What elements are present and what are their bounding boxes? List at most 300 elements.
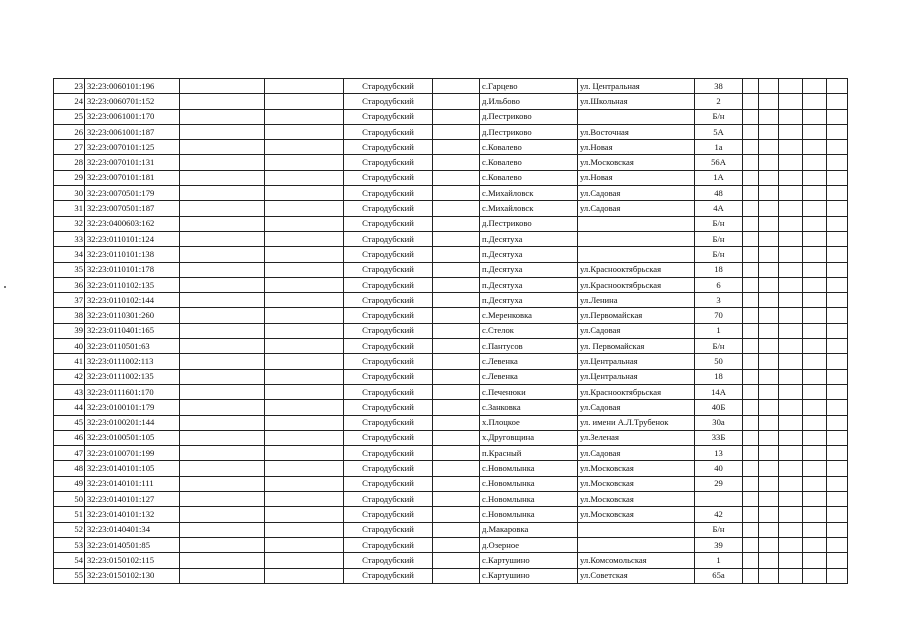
empty-cell bbox=[265, 94, 344, 109]
locality-name: с.Гарцево bbox=[480, 79, 578, 94]
house-number bbox=[695, 492, 743, 507]
empty-cell bbox=[743, 446, 759, 461]
row-number: 23 bbox=[54, 79, 85, 94]
empty-cell bbox=[180, 492, 265, 507]
locality-name: с.Новомлынка bbox=[480, 461, 578, 476]
empty-cell bbox=[265, 354, 344, 369]
district-name: Стародубский bbox=[344, 155, 433, 170]
empty-cell bbox=[779, 216, 803, 231]
cadastral-number: 32:23:0110102:135 bbox=[85, 277, 180, 292]
row-number: 48 bbox=[54, 461, 85, 476]
cadastral-number: 32:23:0140101:127 bbox=[85, 492, 180, 507]
empty-cell bbox=[759, 339, 779, 354]
empty-cell bbox=[779, 247, 803, 262]
empty-cell bbox=[779, 155, 803, 170]
house-number: 14А bbox=[695, 384, 743, 399]
locality-name: с.Занковка bbox=[480, 400, 578, 415]
empty-cell bbox=[827, 170, 848, 185]
empty-cell bbox=[779, 140, 803, 155]
empty-cell bbox=[433, 339, 480, 354]
table-row bbox=[54, 446, 848, 461]
empty-cell bbox=[743, 170, 759, 185]
house-number: 42 bbox=[695, 507, 743, 522]
street-name: ул.Советская bbox=[578, 568, 695, 583]
empty-cell bbox=[433, 170, 480, 185]
empty-cell bbox=[827, 537, 848, 552]
empty-cell bbox=[779, 461, 803, 476]
empty-cell bbox=[433, 293, 480, 308]
empty-cell bbox=[803, 537, 827, 552]
row-number: 32 bbox=[54, 216, 85, 231]
table-row bbox=[54, 308, 848, 323]
empty-cell bbox=[759, 384, 779, 399]
empty-cell bbox=[433, 461, 480, 476]
empty-cell bbox=[803, 507, 827, 522]
empty-cell bbox=[759, 124, 779, 139]
empty-cell bbox=[743, 201, 759, 216]
row-number: 41 bbox=[54, 354, 85, 369]
house-number: 13 bbox=[695, 446, 743, 461]
locality-name: с.Новомлынка bbox=[480, 507, 578, 522]
empty-cell bbox=[743, 369, 759, 384]
empty-cell bbox=[759, 79, 779, 94]
empty-cell bbox=[827, 522, 848, 537]
empty-cell bbox=[433, 522, 480, 537]
cadastral-number: 32:23:0061001:170 bbox=[85, 109, 180, 124]
empty-cell bbox=[759, 522, 779, 537]
district-name: Стародубский bbox=[344, 308, 433, 323]
empty-cell bbox=[265, 537, 344, 552]
empty-cell bbox=[180, 384, 265, 399]
district-name: Стародубский bbox=[344, 124, 433, 139]
table-row bbox=[54, 430, 848, 445]
empty-cell bbox=[827, 430, 848, 445]
empty-cell bbox=[827, 201, 848, 216]
table-row bbox=[54, 124, 848, 139]
empty-cell bbox=[433, 507, 480, 522]
house-number: Б/н bbox=[695, 109, 743, 124]
empty-cell bbox=[803, 155, 827, 170]
empty-cell bbox=[803, 354, 827, 369]
row-number: 37 bbox=[54, 293, 85, 308]
street-name: ул.Комсомольская bbox=[578, 553, 695, 568]
empty-cell bbox=[779, 354, 803, 369]
empty-cell bbox=[180, 537, 265, 552]
empty-cell bbox=[803, 231, 827, 246]
cadastral-number: 32:23:0110102:144 bbox=[85, 293, 180, 308]
empty-cell bbox=[803, 124, 827, 139]
empty-cell bbox=[433, 415, 480, 430]
empty-cell bbox=[827, 446, 848, 461]
empty-cell bbox=[433, 201, 480, 216]
row-number: 45 bbox=[54, 415, 85, 430]
street-name: ул.Краснооктябрьская bbox=[578, 277, 695, 292]
empty-cell bbox=[779, 369, 803, 384]
empty-cell bbox=[180, 354, 265, 369]
row-number: 24 bbox=[54, 94, 85, 109]
empty-cell bbox=[743, 308, 759, 323]
table-row bbox=[54, 155, 848, 170]
empty-cell bbox=[803, 170, 827, 185]
cadastral-number: 32:23:0150102:115 bbox=[85, 553, 180, 568]
row-number: 35 bbox=[54, 262, 85, 277]
table-row bbox=[54, 140, 848, 155]
empty-cell bbox=[743, 79, 759, 94]
row-number: 29 bbox=[54, 170, 85, 185]
empty-cell bbox=[265, 201, 344, 216]
empty-cell bbox=[803, 140, 827, 155]
row-number: 38 bbox=[54, 308, 85, 323]
cadastral-number: 32:23:0110401:165 bbox=[85, 323, 180, 338]
locality-name: д.Пестриково bbox=[480, 216, 578, 231]
empty-cell bbox=[180, 369, 265, 384]
district-name: Стародубский bbox=[344, 201, 433, 216]
empty-cell bbox=[779, 537, 803, 552]
district-name: Стародубский bbox=[344, 430, 433, 445]
street-name bbox=[578, 231, 695, 246]
locality-name: с.Михайловск bbox=[480, 201, 578, 216]
house-number: 48 bbox=[695, 186, 743, 201]
district-name: Стародубский bbox=[344, 369, 433, 384]
empty-cell bbox=[433, 277, 480, 292]
row-number: 50 bbox=[54, 492, 85, 507]
cadastral-number: 32:23:0100101:179 bbox=[85, 400, 180, 415]
street-name: ул.Садовая bbox=[578, 323, 695, 338]
table-row bbox=[54, 507, 848, 522]
empty-cell bbox=[827, 415, 848, 430]
street-name: ул.Восточная bbox=[578, 124, 695, 139]
empty-cell bbox=[759, 277, 779, 292]
empty-cell bbox=[743, 415, 759, 430]
empty-cell bbox=[779, 262, 803, 277]
empty-cell bbox=[759, 568, 779, 583]
cadastral-number: 32:23:0140401:34 bbox=[85, 522, 180, 537]
empty-cell bbox=[803, 109, 827, 124]
empty-cell bbox=[779, 201, 803, 216]
cadastral-number: 32:23:0111601:170 bbox=[85, 384, 180, 399]
empty-cell bbox=[433, 446, 480, 461]
street-name: ул.Садовая bbox=[578, 446, 695, 461]
street-name: ул.Новая bbox=[578, 170, 695, 185]
empty-cell bbox=[827, 492, 848, 507]
empty-cell bbox=[827, 461, 848, 476]
empty-cell bbox=[779, 109, 803, 124]
locality-name: п.Красный bbox=[480, 446, 578, 461]
empty-cell bbox=[743, 339, 759, 354]
empty-cell bbox=[180, 308, 265, 323]
table-row bbox=[54, 186, 848, 201]
house-number: 1а bbox=[695, 140, 743, 155]
empty-cell bbox=[433, 155, 480, 170]
empty-cell bbox=[779, 384, 803, 399]
table-row bbox=[54, 537, 848, 552]
empty-cell bbox=[265, 568, 344, 583]
empty-cell bbox=[265, 446, 344, 461]
empty-cell bbox=[779, 94, 803, 109]
locality-name: п.Десятуха bbox=[480, 262, 578, 277]
house-number: 1 bbox=[695, 323, 743, 338]
empty-cell bbox=[433, 262, 480, 277]
empty-cell bbox=[265, 522, 344, 537]
cadastral-number: 32:23:0110101:178 bbox=[85, 262, 180, 277]
empty-cell bbox=[433, 354, 480, 369]
district-name: Стародубский bbox=[344, 339, 433, 354]
empty-cell bbox=[433, 79, 480, 94]
empty-cell bbox=[180, 79, 265, 94]
district-name: Стародубский bbox=[344, 384, 433, 399]
empty-cell bbox=[759, 231, 779, 246]
empty-cell bbox=[827, 231, 848, 246]
district-name: Стародубский bbox=[344, 247, 433, 262]
empty-cell bbox=[180, 415, 265, 430]
empty-cell bbox=[803, 446, 827, 461]
house-number: 6 bbox=[695, 277, 743, 292]
empty-cell bbox=[827, 339, 848, 354]
empty-cell bbox=[433, 476, 480, 491]
empty-cell bbox=[265, 186, 344, 201]
cadastral-number: 32:23:0111002:135 bbox=[85, 369, 180, 384]
empty-cell bbox=[265, 400, 344, 415]
locality-name: п.Десятуха bbox=[480, 293, 578, 308]
empty-cell bbox=[827, 216, 848, 231]
empty-cell bbox=[433, 231, 480, 246]
district-name: Стародубский bbox=[344, 262, 433, 277]
street-name: ул.Московская bbox=[578, 155, 695, 170]
empty-cell bbox=[803, 476, 827, 491]
row-number: 34 bbox=[54, 247, 85, 262]
cadastral-number: 32:23:0100701:199 bbox=[85, 446, 180, 461]
house-number: Б/н bbox=[695, 216, 743, 231]
row-number: 53 bbox=[54, 537, 85, 552]
empty-cell bbox=[827, 262, 848, 277]
locality-name: с.Ковалево bbox=[480, 170, 578, 185]
empty-cell bbox=[433, 492, 480, 507]
empty-cell bbox=[827, 400, 848, 415]
empty-cell bbox=[803, 277, 827, 292]
cadastral-number: 32:23:0140101:105 bbox=[85, 461, 180, 476]
empty-cell bbox=[803, 461, 827, 476]
district-name: Стародубский bbox=[344, 216, 433, 231]
district-name: Стародубский bbox=[344, 537, 433, 552]
district-name: Стародубский bbox=[344, 492, 433, 507]
empty-cell bbox=[265, 339, 344, 354]
empty-cell bbox=[180, 339, 265, 354]
cadastral-number: 32:23:0070501:179 bbox=[85, 186, 180, 201]
house-number: 38 bbox=[695, 79, 743, 94]
district-name: Стародубский bbox=[344, 231, 433, 246]
scan-speck bbox=[4, 286, 6, 288]
row-number: 43 bbox=[54, 384, 85, 399]
district-name: Стародубский bbox=[344, 522, 433, 537]
empty-cell bbox=[759, 262, 779, 277]
empty-cell bbox=[180, 293, 265, 308]
empty-cell bbox=[803, 430, 827, 445]
street-name: ул.Новая bbox=[578, 140, 695, 155]
empty-cell bbox=[743, 568, 759, 583]
empty-cell bbox=[779, 522, 803, 537]
row-number: 31 bbox=[54, 201, 85, 216]
cadastral-number: 32:23:0070101:181 bbox=[85, 170, 180, 185]
district-name: Стародубский bbox=[344, 415, 433, 430]
row-number: 30 bbox=[54, 186, 85, 201]
street-name: ул. Первомайская bbox=[578, 339, 695, 354]
house-number: Б/н bbox=[695, 247, 743, 262]
empty-cell bbox=[265, 231, 344, 246]
locality-name: д.Пестриково bbox=[480, 109, 578, 124]
empty-cell bbox=[180, 140, 265, 155]
locality-name: с.Левенка bbox=[480, 369, 578, 384]
empty-cell bbox=[759, 186, 779, 201]
house-number: 30а bbox=[695, 415, 743, 430]
empty-cell bbox=[180, 201, 265, 216]
empty-cell bbox=[827, 354, 848, 369]
row-number: 47 bbox=[54, 446, 85, 461]
empty-cell bbox=[265, 277, 344, 292]
empty-cell bbox=[779, 568, 803, 583]
empty-cell bbox=[759, 537, 779, 552]
empty-cell bbox=[827, 277, 848, 292]
empty-cell bbox=[827, 155, 848, 170]
empty-cell bbox=[827, 79, 848, 94]
empty-cell bbox=[803, 369, 827, 384]
empty-cell bbox=[759, 247, 779, 262]
empty-cell bbox=[743, 140, 759, 155]
table-row bbox=[54, 109, 848, 124]
row-number: 28 bbox=[54, 155, 85, 170]
table-row bbox=[54, 354, 848, 369]
table-row bbox=[54, 247, 848, 262]
empty-cell bbox=[433, 94, 480, 109]
empty-cell bbox=[180, 109, 265, 124]
empty-cell bbox=[759, 155, 779, 170]
locality-name: с.Картушино bbox=[480, 568, 578, 583]
empty-cell bbox=[803, 293, 827, 308]
empty-cell bbox=[743, 216, 759, 231]
street-name: ул. Центральная bbox=[578, 79, 695, 94]
empty-cell bbox=[779, 293, 803, 308]
cadastral-number: 32:23:0061001:187 bbox=[85, 124, 180, 139]
district-name: Стародубский bbox=[344, 354, 433, 369]
cadastral-number: 32:23:0140501:85 bbox=[85, 537, 180, 552]
empty-cell bbox=[180, 430, 265, 445]
empty-cell bbox=[779, 277, 803, 292]
house-number: 18 bbox=[695, 262, 743, 277]
empty-cell bbox=[265, 461, 344, 476]
empty-cell bbox=[180, 247, 265, 262]
table-row bbox=[54, 94, 848, 109]
empty-cell bbox=[265, 140, 344, 155]
house-number: 50 bbox=[695, 354, 743, 369]
empty-cell bbox=[265, 109, 344, 124]
locality-name: с.Левенка bbox=[480, 354, 578, 369]
district-name: Стародубский bbox=[344, 170, 433, 185]
cadastral-number: 32:23:0070501:187 bbox=[85, 201, 180, 216]
empty-cell bbox=[743, 354, 759, 369]
row-number: 51 bbox=[54, 507, 85, 522]
empty-cell bbox=[433, 430, 480, 445]
row-number: 55 bbox=[54, 568, 85, 583]
empty-cell bbox=[433, 537, 480, 552]
empty-cell bbox=[433, 568, 480, 583]
empty-cell bbox=[827, 109, 848, 124]
street-name bbox=[578, 247, 695, 262]
empty-cell bbox=[759, 94, 779, 109]
house-number: 29 bbox=[695, 476, 743, 491]
empty-cell bbox=[743, 476, 759, 491]
empty-cell bbox=[265, 553, 344, 568]
street-name: ул.Краснооктябрьская bbox=[578, 384, 695, 399]
row-number: 33 bbox=[54, 231, 85, 246]
empty-cell bbox=[265, 492, 344, 507]
empty-cell bbox=[265, 262, 344, 277]
empty-cell bbox=[827, 247, 848, 262]
empty-cell bbox=[827, 94, 848, 109]
locality-name: с.Меренковка bbox=[480, 308, 578, 323]
street-name bbox=[578, 216, 695, 231]
district-name: Стародубский bbox=[344, 461, 433, 476]
house-number: 2 bbox=[695, 94, 743, 109]
district-name: Стародубский bbox=[344, 293, 433, 308]
empty-cell bbox=[803, 384, 827, 399]
locality-name: с.Картушино bbox=[480, 553, 578, 568]
empty-cell bbox=[759, 430, 779, 445]
empty-cell bbox=[779, 231, 803, 246]
street-name: ул.Школьная bbox=[578, 94, 695, 109]
locality-name: с.Новомлынка bbox=[480, 492, 578, 507]
table-row bbox=[54, 170, 848, 185]
locality-name: д.Макаровка bbox=[480, 522, 578, 537]
empty-cell bbox=[180, 461, 265, 476]
locality-name: с.Ковалево bbox=[480, 155, 578, 170]
cadastral-number: 32:23:0060101:196 bbox=[85, 79, 180, 94]
table-row bbox=[54, 384, 848, 399]
empty-cell bbox=[180, 216, 265, 231]
empty-cell bbox=[803, 415, 827, 430]
street-name: ул.Садовая bbox=[578, 201, 695, 216]
table-row bbox=[54, 79, 848, 94]
house-number: 3 bbox=[695, 293, 743, 308]
empty-cell bbox=[180, 277, 265, 292]
house-number: 65а bbox=[695, 568, 743, 583]
empty-cell bbox=[265, 415, 344, 430]
district-name: Стародубский bbox=[344, 277, 433, 292]
district-name: Стародубский bbox=[344, 446, 433, 461]
locality-name: х.Плоцкое bbox=[480, 415, 578, 430]
cadastral-number: 32:23:0070101:125 bbox=[85, 140, 180, 155]
row-number: 36 bbox=[54, 277, 85, 292]
empty-cell bbox=[180, 446, 265, 461]
empty-cell bbox=[779, 79, 803, 94]
row-number: 40 bbox=[54, 339, 85, 354]
empty-cell bbox=[743, 231, 759, 246]
house-number: 18 bbox=[695, 369, 743, 384]
cadastral-number: 32:23:0100201:144 bbox=[85, 415, 180, 430]
empty-cell bbox=[759, 140, 779, 155]
locality-name: п.Десятуха bbox=[480, 247, 578, 262]
empty-cell bbox=[433, 247, 480, 262]
empty-cell bbox=[827, 568, 848, 583]
empty-cell bbox=[265, 476, 344, 491]
locality-name: с.Печенюки bbox=[480, 384, 578, 399]
empty-cell bbox=[759, 354, 779, 369]
registry-body bbox=[54, 79, 848, 584]
empty-cell bbox=[743, 323, 759, 338]
row-number: 46 bbox=[54, 430, 85, 445]
row-number: 52 bbox=[54, 522, 85, 537]
empty-cell bbox=[779, 339, 803, 354]
row-number: 25 bbox=[54, 109, 85, 124]
empty-cell bbox=[433, 308, 480, 323]
